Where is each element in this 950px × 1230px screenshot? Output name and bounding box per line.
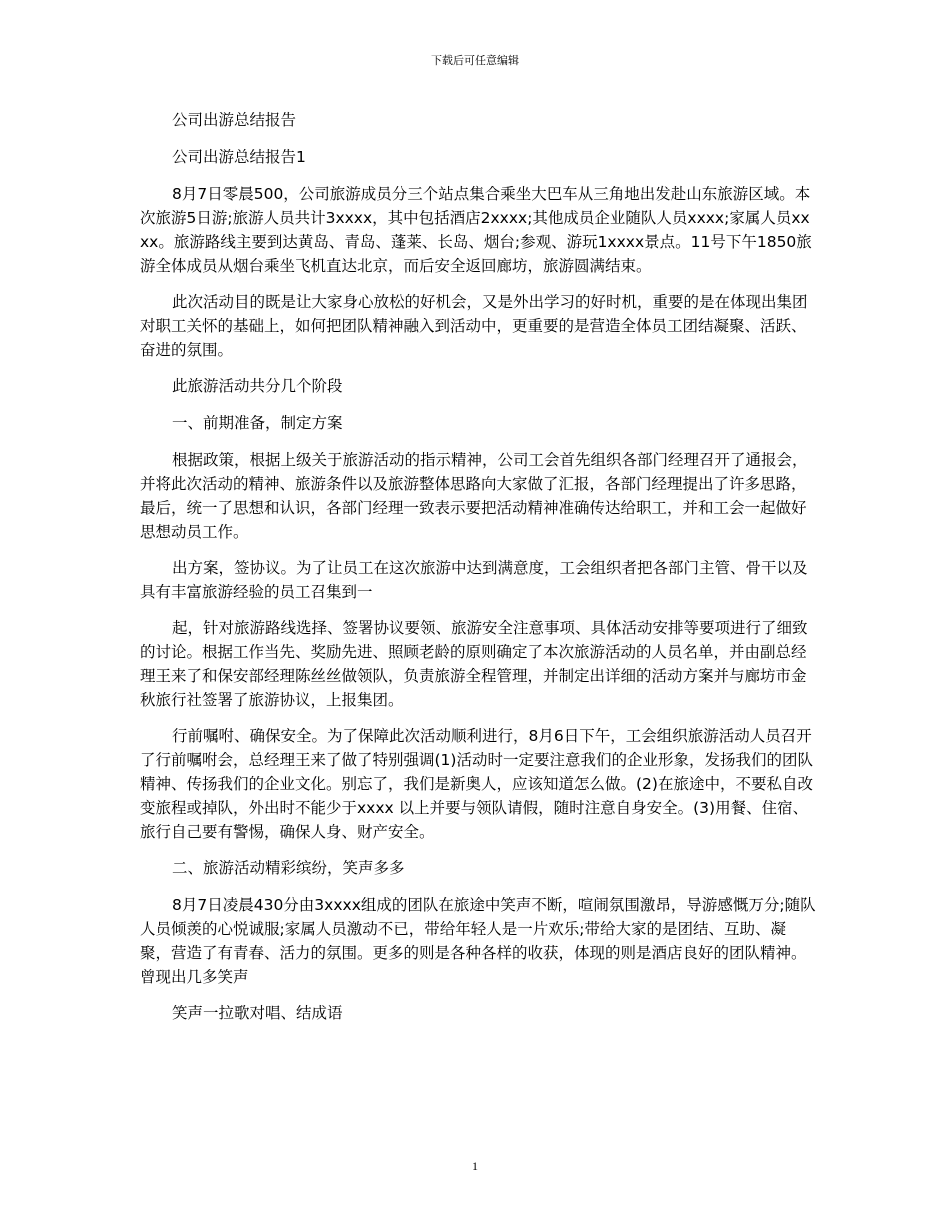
document-body: [140, 108, 816, 1038]
stage-intro: 此旅游活动共分几个阶段: [172, 377, 343, 395]
paragraph: 根据政策，根据上级关于旅游活动的指示精神，公司工会首先组织各部门经理召开了通报会，并将此次活动的精神、旅游条件以及旅游整体思路向大家做了汇报，各部门经理提出了许多思路，最后，统一了思想和认识，各部门经理一致表示要把活动精神准确传达给职工，并和工会一起做好思想动员工作。: [140, 451, 808, 541]
paragraph: 行前嘱咐、确保安全。为了保障此次活动顺利进行，8月6日下午，工会组织旅游活动人员召开了行前嘱咐会，总经理王来了做了特别强调(1)活动时一定要注意我们的企业形象，发扬我们的团队精神、传扬我们的企业文化。别忘了，我们是新奥人，应该知道怎么做。(2)在旅途中，不要私自改变旅程或掉队，外出时不能少于xxxx 以上并要与领队请假，随时注意自身安全。(3)用餐、住宿、旅行自己要有警惕，确保人身、财产安全。: [140, 727, 813, 841]
paragraph: 此次活动目的既是让大家身心放松的好机会，又是外出学习的好时机，重要的是在体现出集团对职工关怀的基础上，如何把团队精神融入到活动中，更重要的是营造全体员工团结凝聚、活跃、奋进的氛围。: [140, 293, 808, 359]
document-title: 公司出游总结报告: [172, 111, 297, 129]
subsection-heading: 笑声一拉歌对唱、结成语: [172, 1004, 343, 1022]
page-number: 1: [472, 1159, 478, 1173]
stage-heading-1: 一、前期准备，制定方案: [172, 414, 343, 432]
paragraph: 8月7日凌晨430分由3xxxx组成的团队在旅途中笑声不断，喧闹氛围激昂，导游感慨万分;随队人员倾羡的心悦诚服;家属人员激动不已，带给年轻人是一片欢乐;带给大家的是团结、互助、凝聚，营造了有青春、活力的氛围。更多的则是各种各样的收获，体现的则是酒店良好的团队精神。曾现出几多笑声: [140, 896, 816, 986]
stage-heading-2: 二、旅游活动精彩缤纷，笑声多多: [172, 859, 405, 877]
paragraph: 起，针对旅游路线选择、签署协议要领、旅游安全注意事项、具体活动安排等要项进行了细致的讨论。根据工作当先、奖励先进、照顾老龄的原则确定了本次旅游活动的人员名单，并由副总经理王来了和保安部经理陈丝丝做领队，负责旅游全程管理，并制定出详细的活动方案并与廊坊市金秋旅行社签署了旅游协议，上报集团。: [140, 619, 808, 709]
page-header: 下载后可任意编辑: [431, 54, 519, 67]
paragraph: 8月7日零晨500，公司旅游成员分三个站点集合乘坐大巴车从三角地出发赴山东旅游区域。本次旅游5日游;旅游人员共计3xxxx，其中包括酒店2xxxx;其他成员企业随队人员xxxx;家属人员xxxx。旅游路线主要到达黄岛、青岛、蓬莱、长岛、烟台;参观、游玩1xxxx景点。11号下午1850旅游全体成员从烟台乘坐飞机直达北京，而后安全返回廊坊，旅游圆满结束。: [140, 185, 812, 275]
section-title: 公司出游总结报告1: [172, 148, 306, 166]
paragraph: 出方案，签协议。为了让员工在这次旅游中达到满意度，工会组织者把各部门主管、骨干以及具有丰富旅游经验的员工召集到一: [140, 559, 808, 601]
